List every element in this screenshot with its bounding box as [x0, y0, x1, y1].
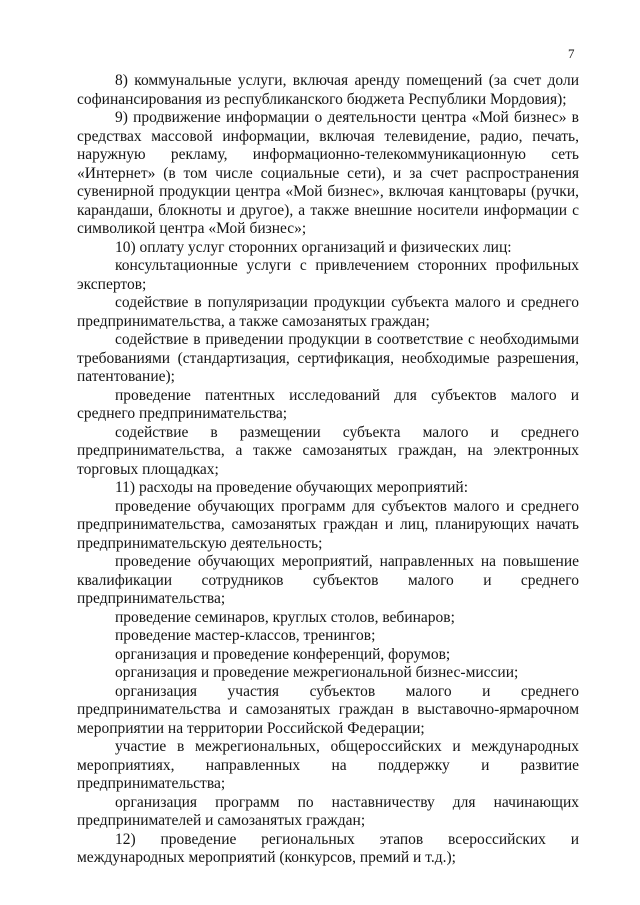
paragraph: проведение мастер-классов, тренингов;	[115, 627, 376, 644]
page-number: 7	[568, 46, 575, 61]
document-body	[77, 72, 579, 868]
paragraph: содействие в популяризации продукции субъекта малого и среднего предпринимательства, а также самозанятых граждан;	[77, 294, 579, 330]
paragraph: содействие в размещении субъекта малого и среднего предпринимательства, а также самозанятых граждан, на электронных торговых площадках;	[77, 423, 579, 478]
paragraph: 10) оплату услуг сторонних организаций и физических лиц:	[115, 238, 512, 256]
paragraph: содействие в приведении продукции в соответствие с необходимыми требованиями (стандартизация, сертификация, необходимые разрешения, патентование);	[77, 331, 579, 385]
paragraph: 11) расходы на проведение обучающих мероприятий:	[115, 479, 468, 496]
paragraph: организация и проведение межрегиональной бизнес-миссии;	[115, 664, 519, 681]
paragraph: 9) продвижение информации о деятельности центра «Мой бизнес» в средствах массовой информации, включая телевидение, радио, печать, наружную рекламу, информационно-телекоммуникационную сеть «Интернет» (в том числе социальные сети), и за счет распространения сувенирной продукции центра «Мой бизнес», включая канцтовары (ручки, карандаши, блокноты и другое), а также внешние носители информации с символикой центра «Мой бизнес»;	[77, 109, 579, 237]
paragraph: организация участия субъектов малого и среднего предпринимательства и самозанятых граждан в выставочно-ярмарочном мероприятии на территории Российской Федерации;	[77, 682, 579, 737]
paragraph: проведение семинаров, круглых столов, вебинаров;	[115, 608, 455, 626]
paragraph: проведение обучающих мероприятий, направленных на повышение квалификации сотрудников субъектов малого и среднего предпринимательства;	[77, 553, 579, 607]
paragraph: 12) проведение региональных этапов всероссийских и международных мероприятий (конкурсов, премий и т.д.);	[77, 830, 579, 866]
paragraph: организация программ по наставничеству для начинающих предпринимателей и самозанятых граждан;	[77, 793, 579, 829]
paragraph: 8) коммунальные услуги, включая аренду помещений (за счет доли софинансирования из республиканского бюджета Республики Мордовия);	[77, 72, 579, 108]
paragraph: проведение патентных исследований для субъектов малого и среднего предпринимательства;	[77, 386, 579, 422]
paragraph: организация и проведение конференций, форумов;	[115, 645, 451, 663]
paragraph: проведение обучающих программ для субъектов малого и среднего предпринимательства, самозанятых граждан и лиц, планирующих начать предпринимательскую деятельность;	[77, 497, 579, 552]
paragraph: участие в межрегиональных, общероссийских и международных мероприятиях, направленных на поддержку и развитие предпринимательства;	[77, 738, 579, 792]
paragraph: консультационные услуги с привлечением сторонних профильных экспертов;	[77, 257, 579, 293]
